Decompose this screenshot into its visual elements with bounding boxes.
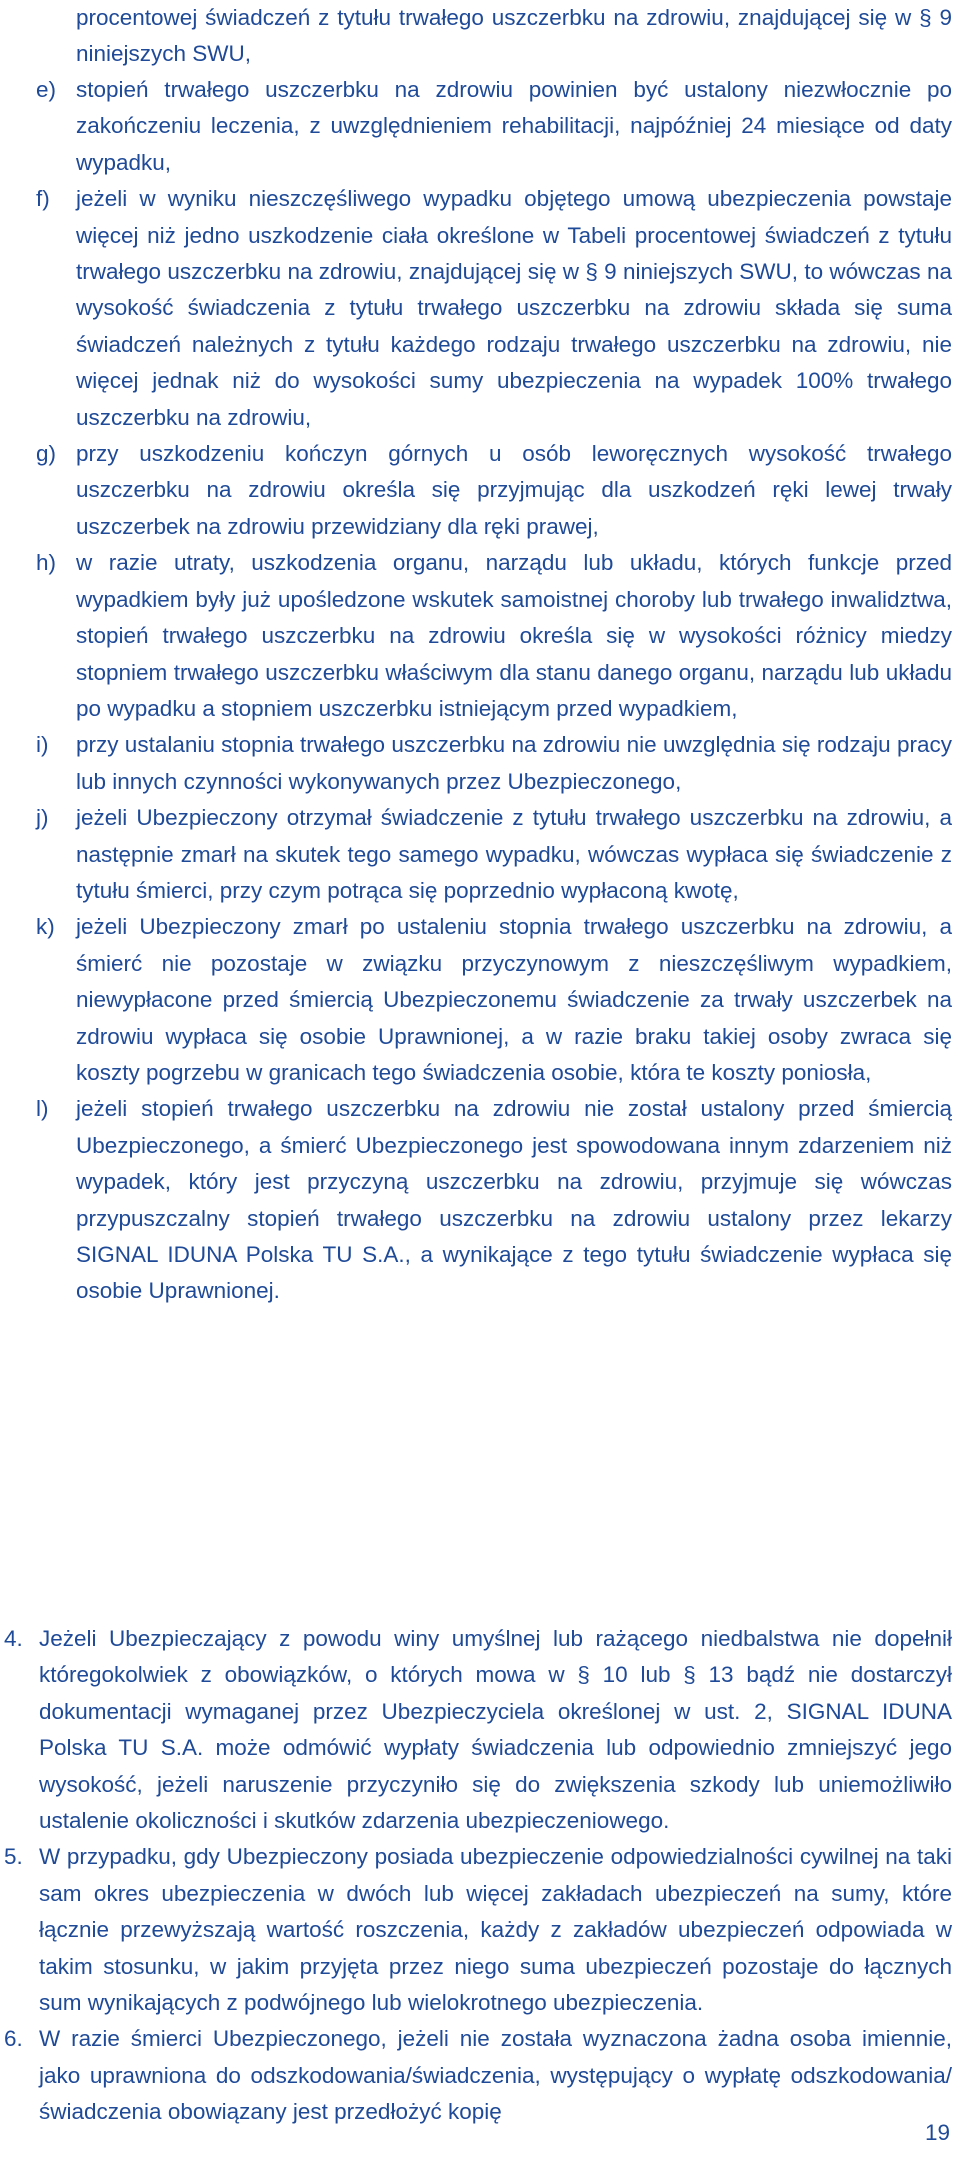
item-text: jeżeli stopień trwałego uszczerbku na zdrowiu nie został ustalony przed śmiercią Ubezpieczonego, a śmierć Ubezpieczonego jest spowodowana innym zdarzeniem niż wypadek, który jest przyczyną uszczerbku na zdrowiu, przyjmuje się wówczas przypuszczalny stopień trwałego uszczerbku na zdrowiu ustalony przez lekarzy SIGNAL IDUNA Polska TU S.A., a wynikające z tego tytułu świadczenie wypłaca się osobie Uprawnionej.	[76, 1096, 952, 1304]
item-text: jeżeli Ubezpieczony otrzymał świadczenie z tytułu trwałego uszczerbku na zdrowiu, a następnie zmarł na skutek tego samego wypadku, wówczas wypłaca się świadczenie z tytułu śmierci, przy czym potrąca się poprzednio wypłaconą kwotę,	[76, 805, 952, 903]
item-text: Jeżeli Ubezpieczający z powodu winy umyślnej lub rażącego niedbalstwa nie dopełnił któregokolwiek z obowiązków, o których mowa w § 10 lub § 13 bądź nie dostarczył dokumentacji wymaganej przez Ubezpieczyciela określonej w ust. 2, SIGNAL IDUNA Polska TU S.A. może odmówić wypłaty świadczenia lub odpowiednio zmniejszyć jego wysokość, jeżeli naruszenie przyczyniło się do zwiększenia szkody lub uniemożliwiło ustalenie okoliczności i skutków zdarzenia ubezpieczeniowego.	[39, 1626, 952, 1834]
list-item-i	[36, 727, 952, 800]
continued-text: procentowej świadczeń z tytułu trwałego uszczerbku na zdrowiu, znajdującej się w § 9 niniejszych SWU,	[76, 5, 952, 67]
numbered-list	[4, 1621, 952, 2131]
list-item-6	[4, 2021, 952, 2130]
list-item-e	[36, 72, 952, 181]
item-marker: l)	[36, 1096, 49, 1122]
item-marker: j)	[36, 805, 49, 831]
item-text: W razie śmierci Ubezpieczonego, jeżeli nie została wyznaczona żadna osoba imiennie, jako uprawniona do odszkodowania/świadczenia, występujący o wypłatę odszkodowania/świadczenia obowiązany jest przedłożyć kopię	[39, 2026, 952, 2125]
item-text: stopień trwałego uszczerbku na zdrowiu powinien być ustalony niezwłocznie po zakończeniu leczenia, z uwzględnieniem rehabilitacji, najpóźniej 24 miesiące od daty wypadku,	[76, 77, 952, 175]
item-number: 6.	[4, 2026, 23, 2052]
list-item-4	[4, 1621, 952, 1839]
lettered-list	[36, 72, 952, 1310]
item-marker: f)	[36, 186, 50, 212]
list-item-f	[36, 181, 952, 436]
list-item-h	[36, 545, 952, 727]
item-marker: i)	[36, 732, 49, 758]
item-text: przy ustalaniu stopnia trwałego uszczerbku na zdrowiu nie uwzględnia się rodzaju pracy lub innych czynności wykonywanych przez Ubezpieczonego,	[76, 732, 952, 794]
item-number: 4.	[4, 1626, 23, 1651]
list-item-l	[36, 1091, 952, 1309]
list-item-5	[4, 1839, 952, 2021]
item-marker: h)	[36, 550, 57, 576]
item-text: W przypadku, gdy Ubezpieczony posiada ubezpieczenie odpowiedzialności cywilnej na taki sam okres ubezpieczenia w dwóch lub więcej zakładach ubezpieczeń na sumy, które łącznie przewyższają wartość roszczenia, każdy z zakładów ubezpieczeń odpowiada w takim stosunku, w jakim przyjęta przez niego suma ubezpieczeń pozostaje do łącznych sum wynikających z podwójnego lub wielokrotnego ubezpieczenia.	[39, 1844, 952, 2016]
item-marker: g)	[36, 441, 57, 467]
list-item-j	[36, 800, 952, 909]
item-text: jeżeli Ubezpieczony zmarł po ustaleniu stopnia trwałego uszczerbku na zdrowiu, a śmierć nie pozostaje w związku przyczynowym z nieszczęśliwym wypadkiem, niewypłacone przed śmiercią Ubezpieczonemu świadczenie za trwały uszczerbek na zdrowiu wypłaca się osobie Uprawnionej, a w razie braku takiej osoby zwraca się koszty pogrzebu w granicach tego świadczenia osobie, która te koszty poniosła,	[76, 914, 952, 1085]
page-number: 19	[924, 2120, 950, 2145]
list-item-g	[36, 436, 952, 545]
item-number: 5.	[4, 1844, 23, 1870]
item-text: przy uszkodzeniu kończyn górnych u osób leworęcznych wysokość trwałego uszczerbku na zdrowiu określa się przyjmując dla uszkodzeń ręki lewej trwały uszczerbek na zdrowiu przewidziany dla ręki prawej,	[76, 441, 952, 539]
item-text: jeżeli w wyniku nieszczęśliwego wypadku objętego umową ubezpieczenia powstaje więcej niż jedno uszkodzenie ciała określone w Tabeli procentowej świadczeń z tytułu trwałego uszczerbku na zdrowiu, znajdującej się w § 9 niniejszych SWU, to wówczas na wysokość świadczenia z tytułu trwałego uszczerbku na zdrowiu składa się suma świadczeń należnych z tytułu każdego rodzaju trwałego uszczerbku na zdrowiu, nie więcej jednak niż do wysokości sumy ubezpieczenia na wypadek 100% trwałego uszczerbku na zdrowiu,	[76, 186, 952, 430]
item-marker: k)	[36, 914, 55, 940]
item-text: w razie utraty, uszkodzenia organu, narządu lub układu, których funkcje przed wypadkiem były już upośledzone wskutek samoistnej choroby lub trwałego inwalidztwa, stopień trwałego uszczerbku na zdrowiu określa się w wysokości różnicy miedzy stopniem trwałego uszczerbku właściwym dla stanu danego organu, narządu lub układu po wypadku a stopniem uszczerbku istniejącym przed wypadkiem,	[76, 550, 952, 721]
list-item-k	[36, 909, 952, 1091]
item-marker: e)	[36, 77, 57, 102]
